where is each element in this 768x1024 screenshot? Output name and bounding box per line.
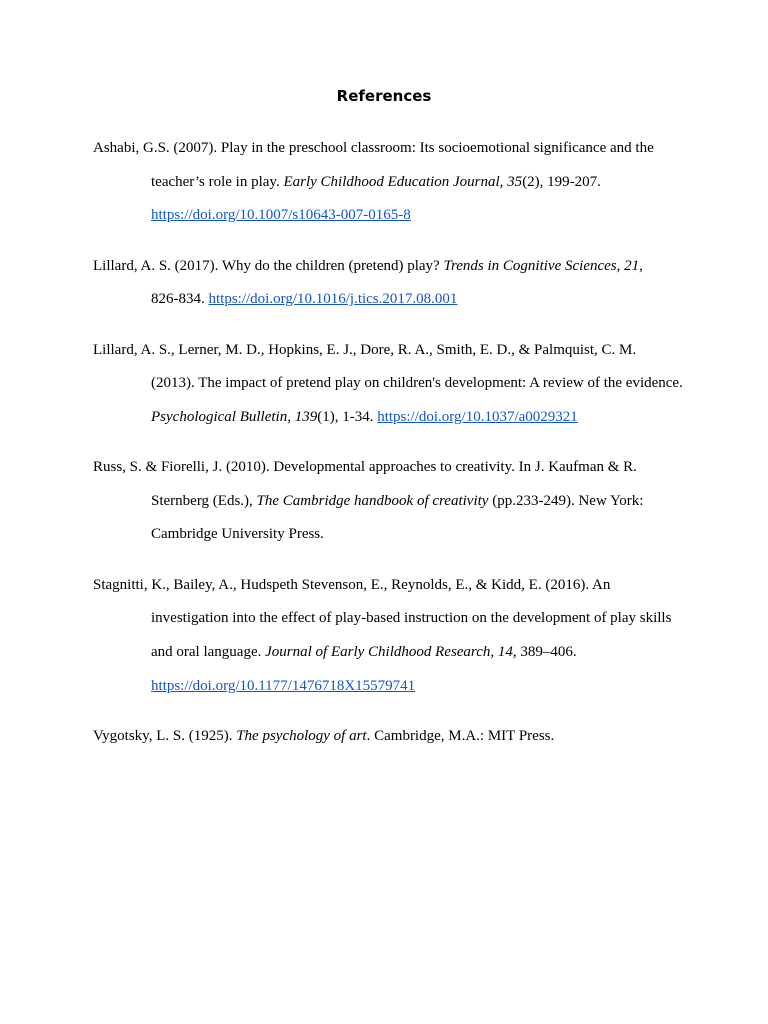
reference-first-line [93,569,693,603]
reference-text: Lillard, A. S., Lerner, M. D., Hopkins, E. J., Dore, R. A., Smith, E. D., & Palmquist, C. M. [93,341,637,358]
reference-text: (pp.233-249). New York: [488,492,644,509]
page-title: References [336,87,432,105]
reference-first-line [93,334,693,368]
reference-text: Cambridge University Press. [151,526,324,543]
reference-continuation-line [122,636,693,670]
doi-link[interactable]: https://doi.org/10.1016/j.tics.2017.08.001 [208,291,458,308]
reference-entry [93,720,693,754]
reference-continuation-line [122,485,693,519]
reference-first-line [93,132,693,166]
reference-entry [93,132,693,233]
reference-first-line [93,720,693,754]
reference-text: Lillard, A. S. (2017). Why do the children (pretend) play? [93,257,444,274]
reference-continuation-line [122,401,693,435]
reference-text: (2), 199-207. [522,173,601,190]
italic-title: Journal of Early Childhood Research, 14 [265,643,513,660]
reference-text: . Cambridge, M.A.: MIT Press. [366,727,555,744]
reference-text: Ashabi, G.S. (2007). Play in the preschool classroom: Its socioemotional significance and the [93,140,654,156]
reference-text: , 389–406. [512,643,577,660]
reference-continuation-line [122,518,693,552]
italic-title: Psychological Bulletin, 139 [151,408,318,425]
italic-title: The psychology of art [236,727,367,744]
reference-text: investigation into the effect of play-based instruction on the development of play skills [151,610,672,627]
reference-continuation-line [122,166,693,200]
reference-text: 826-834. [151,291,209,308]
reference-list [93,132,693,770]
reference-text: Sternberg (Eds.), [151,492,257,509]
reference-entry [93,334,693,435]
reference-text: (1), 1-34. [317,408,378,425]
reference-text: teacher’s role in play. [151,173,284,190]
reference-entry [93,569,693,703]
italic-title: The Cambridge handbook of creativity [256,492,489,509]
doi-link[interactable]: https://doi.org/10.1037/a0029321 [377,408,578,425]
italic-title: Trends in Cognitive Sciences, 21, [443,257,643,274]
reference-continuation-line [122,367,693,401]
reference-continuation-line [122,199,693,233]
italic-title: Early Childhood Education Journal, 35 [283,173,523,190]
reference-text: Russ, S. & Fiorelli, J. (2010). Developmental approaches to creativity. In J. Kaufman & R. [93,459,637,476]
doi-link[interactable]: https://doi.org/10.1177/1476718X15579741 [151,677,416,694]
reference-text: (2013). The impact of pretend play on children's development: A review of the evidence. [151,375,683,392]
reference-continuation-line [122,283,693,317]
reference-continuation-line [122,602,693,636]
reference-entry [93,451,693,552]
reference-continuation-line [122,670,693,704]
reference-text: Vygotsky, L. S. (1925). [93,727,237,744]
reference-first-line [93,451,693,485]
reference-entry [93,250,693,317]
doi-link[interactable]: https://doi.org/10.1007/s10643-007-0165-8 [151,207,411,224]
reference-text: Stagnitti, K., Bailey, A., Hudspeth Stevenson, E., Reynolds, E., & Kidd, E. (2016). An [93,576,611,593]
reference-first-line [93,250,693,284]
reference-text: and oral language. [151,643,266,660]
